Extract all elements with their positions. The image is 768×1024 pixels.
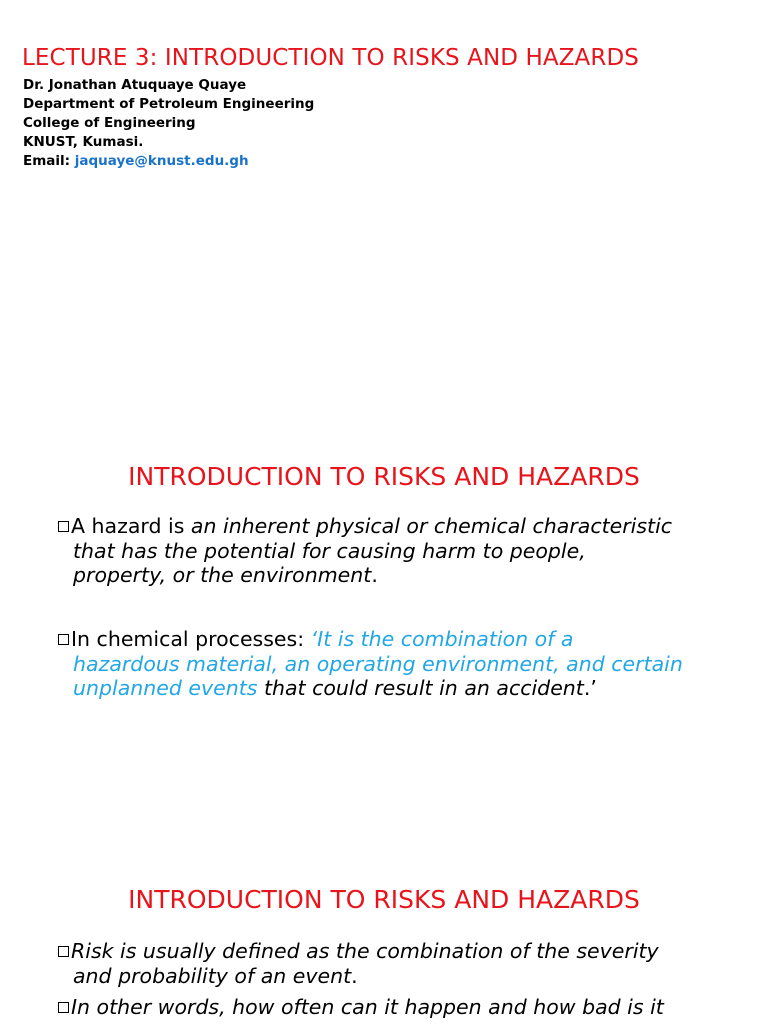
slide-heading: INTRODUCTION TO RISKS AND HAZARDS <box>128 462 640 491</box>
author-email <box>23 152 314 171</box>
bullet-text-italic: that could result in an accident <box>257 676 584 700</box>
checkbox-bullet-icon <box>58 1002 69 1013</box>
bullet-quote: ‘It is the combination of a <box>310 627 574 651</box>
lecture-title: LECTURE 3: INTRODUCTION TO RISKS AND HAZARDS <box>22 45 639 71</box>
author-block <box>23 76 314 171</box>
bullet-hazard-definition <box>58 514 738 588</box>
author-name: Dr. Jonathan Atuquaye Quaye <box>23 77 247 93</box>
bullet-quote: unplanned events <box>73 676 258 700</box>
author-college: College of Engineering <box>23 115 196 131</box>
checkbox-bullet-icon <box>58 946 69 957</box>
bullet-chemical-processes <box>58 627 738 701</box>
bullet-text-italic: In other words, how often can it happen and how bad is it <box>71 995 664 1019</box>
bullet-text-italic: Risk is usually defined as the combination of the severity <box>71 939 659 963</box>
checkbox-bullet-icon <box>58 521 69 532</box>
bullet-text: . <box>371 563 378 587</box>
email-label: Email: <box>23 153 71 169</box>
slide-heading: INTRODUCTION TO RISKS AND HAZARDS <box>128 885 640 914</box>
bullet-text: In chemical processes: <box>71 627 311 651</box>
bullet-text: A hazard is <box>71 514 191 538</box>
slide-hazard-definition <box>0 430 768 830</box>
bullet-text: . <box>351 963 358 988</box>
checkbox-bullet-icon <box>58 634 69 645</box>
bullet-text: .’ <box>583 676 597 700</box>
email-link[interactable]: jaquaye@knust.edu.gh <box>74 153 249 169</box>
author-location: KNUST, Kumasi. <box>23 134 144 150</box>
bullet-risk-definition <box>58 939 738 988</box>
bullet-text-italic: an inherent physical or chemical characteristic <box>190 514 673 538</box>
bullet-text-italic: that has the potential for causing harm to people, <box>73 538 586 563</box>
bullet-quote: hazardous material, an operating environment, and certain <box>73 651 683 676</box>
bullet-text-italic: and probability of an event <box>73 963 352 988</box>
bullet-text-italic: property, or the environment <box>73 563 372 587</box>
slide-risk-definition <box>0 860 768 1024</box>
author-department: Department of Petroleum Engineering <box>23 96 315 112</box>
slide-title <box>0 0 768 400</box>
bullet-in-other-words <box>58 995 738 1020</box>
